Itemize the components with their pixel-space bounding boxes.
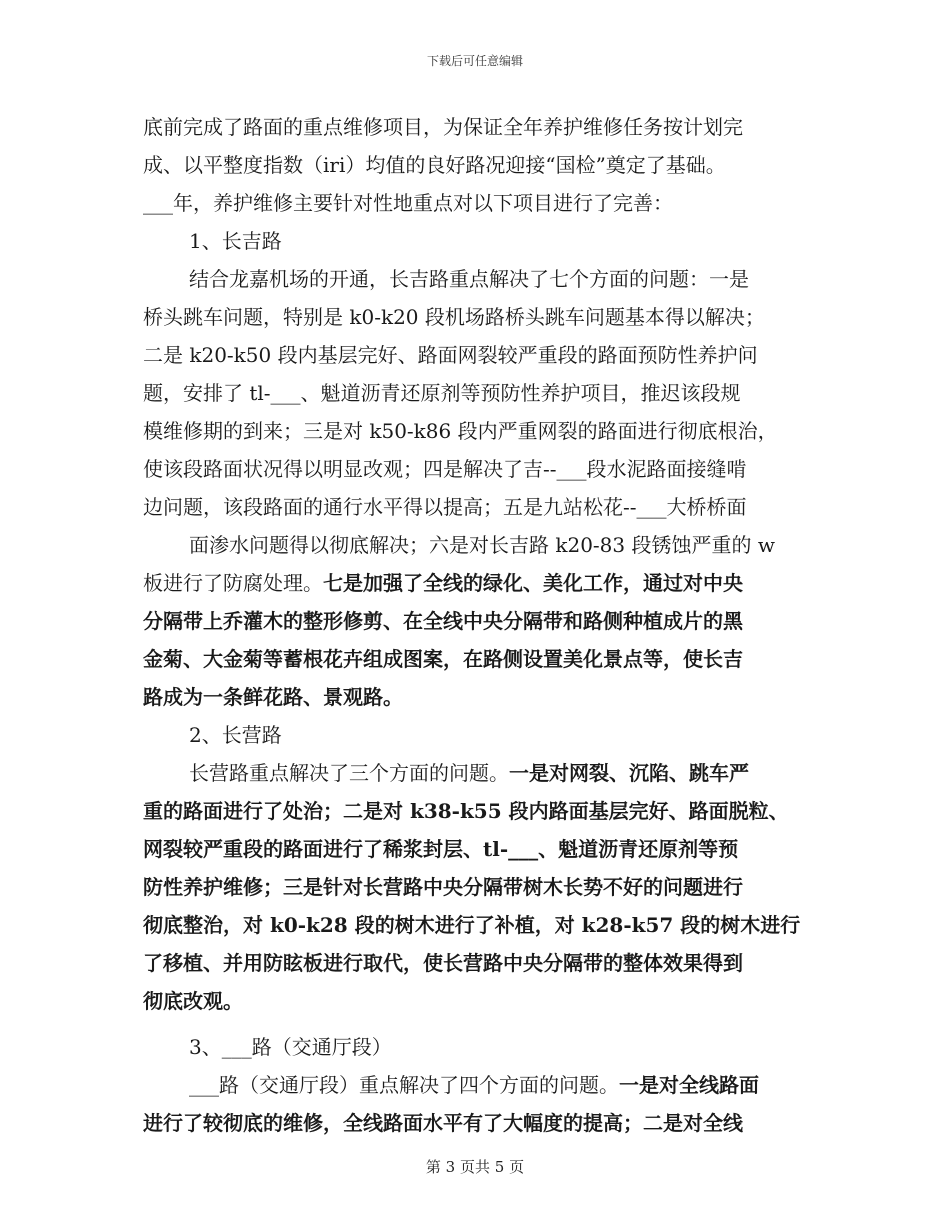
text-line: 面渗水问题得以彻底解决；六是对长吉路 k20-83 段锈蚀严重的 w xyxy=(189,533,775,557)
text-line: 边问题，该段路面的通行水平得以提高；五是九站松花--___大桥桥面 xyxy=(143,495,747,519)
text-line: 进行了较彻底的维修，全线路面水平有了大幅度的提高；二是对全线 xyxy=(143,1111,743,1135)
page-footer: 第 3 页共 5 页 xyxy=(425,1158,525,1176)
text-line: 使该段路面状况得以明显改观；四是解决了吉--___段水泥路面接缝啃 xyxy=(143,457,747,481)
spacer xyxy=(143,1020,823,1028)
section-heading-3: 3、___路（交通厅段） xyxy=(189,1035,392,1059)
text-span: 长营路重点解决了三个方面的问题。 xyxy=(189,761,509,785)
text-line: 底前完成了路面的重点维修项目，为保证全年养护维修任务按计划完 xyxy=(143,115,743,139)
text-line: 金菊、大金菊等蓄根花卉组成图案，在路侧设置美化景点等，使长吉 xyxy=(143,647,743,671)
text-line: 二是 k20-k50 段内基层完好、路面网裂较严重段的路面预防性养护问 xyxy=(143,343,758,367)
text-line-mixed xyxy=(143,1066,823,1104)
text-line: 路成为一条鲜花路、景观路。 xyxy=(143,685,403,709)
text-line: 重的路面进行了处治；二是对 k38-k55 段内路面基层完好、路面脱粒、 xyxy=(143,799,789,823)
document-body xyxy=(143,108,823,1142)
text-span-bold: 一是对网裂、沉陷、跳车严 xyxy=(509,761,749,785)
text-line-mixed xyxy=(143,754,823,792)
page-header: 下载后可任意编辑 xyxy=(426,54,523,68)
text-line: ___年，养护维修主要针对性地重点对以下项目进行了完善： xyxy=(143,191,673,215)
text-line: 防性养护维修；三是针对长营路中央分隔带树木长势不好的问题进行 xyxy=(143,875,743,899)
text-line: 彻底改观。 xyxy=(143,989,243,1013)
text-span-bold: 七是加强了全线的绿化、美化工作，通过对中央 xyxy=(323,571,743,595)
text-line-mixed xyxy=(143,564,823,602)
text-line: 彻底整治，对 k0-k28 段的树木进行了补植，对 k28-k57 段的树木进行 xyxy=(143,913,801,937)
text-line: 结合龙嘉机场的开通，长吉路重点解决了七个方面的问题：一是 xyxy=(189,267,749,291)
text-line: 题，安排了 tl-___、魁道沥青还原剂等预防性养护项目，推迟该段规 xyxy=(143,381,741,405)
text-line: 网裂较严重段的路面进行了稀浆封层、tl-___、魁道沥青还原剂等预 xyxy=(143,837,739,861)
text-line: 桥头跳车问题，特别是 k0-k20 段机场路桥头跳车问题基本得以解决； xyxy=(143,305,765,329)
section-heading-1: 1、长吉路 xyxy=(189,229,282,253)
text-line: 模维修期的到来；三是对 k50-k86 段内严重网裂的路面进行彻底根治， xyxy=(143,419,778,443)
text-span: ___路（交通厅段）重点解决了四个方面的问题。 xyxy=(189,1073,619,1097)
section-heading-2: 2、长营路 xyxy=(189,723,282,747)
text-line: 成、以平整度指数（iri）均值的良好路况迎接“国检”奠定了基础。 xyxy=(143,153,726,177)
text-line: 了移植、并用防眩板进行取代，使长营路中央分隔带的整体效果得到 xyxy=(143,951,743,975)
text-span-bold: 一是对全线路面 xyxy=(619,1073,759,1097)
text-line: 分隔带上乔灌木的整形修剪、在全线中央分隔带和路侧种植成片的黑 xyxy=(143,609,743,633)
text-span: 板进行了防腐处理。 xyxy=(143,571,323,595)
